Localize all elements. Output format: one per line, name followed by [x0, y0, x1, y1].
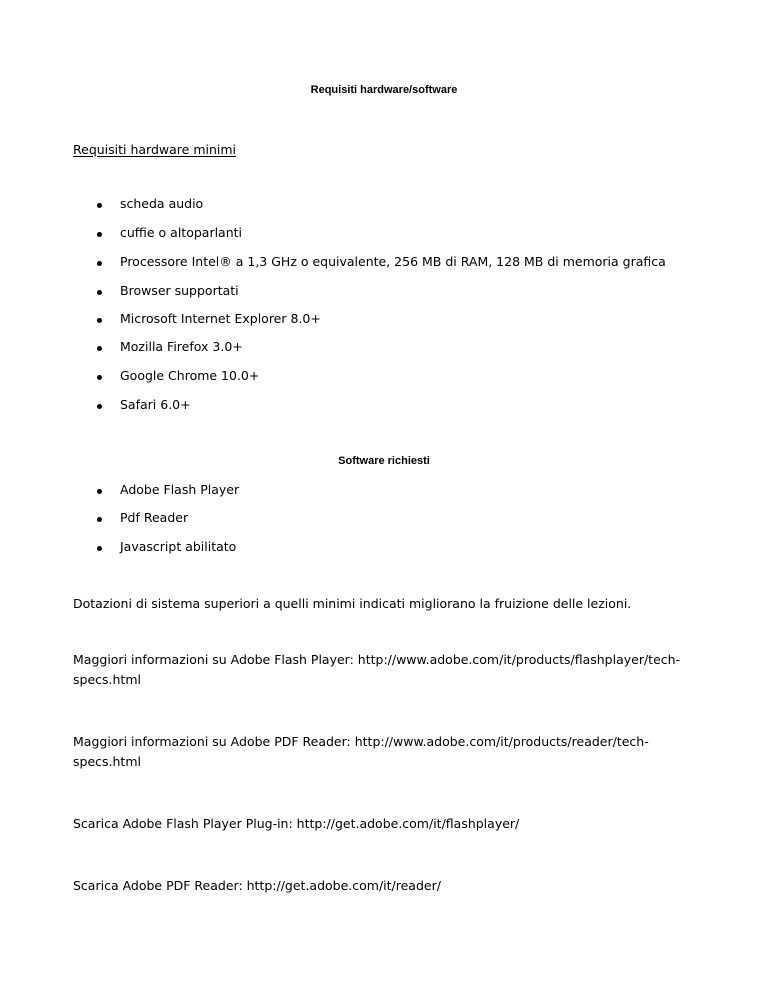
- pdf-info-paragraph: Maggiori informazioni su Adobe PDF Reader: http://www.adobe.com/it/products/reader/tech-specs.html: [73, 734, 649, 769]
- bullet-icon: [97, 517, 102, 522]
- hardware-section-title: Requisiti hardware minimi: [73, 142, 237, 157]
- bullet-icon: [97, 404, 102, 409]
- hardware-item-text: Processore Intel® a 1,3 GHz o equivalente, 256 MB di RAM, 128 MB di memoria grafica: [120, 254, 666, 269]
- list-item: [0, 198, 768, 214]
- hardware-item-text: Google Chrome 10.0+: [120, 368, 260, 383]
- software-item-text: Javascript abilitato: [120, 539, 237, 554]
- hardware-item-text: Browser supportati: [120, 283, 239, 298]
- flash-info-paragraph: Maggiori informazioni su Adobe Flash Player: http://www.adobe.com/it/products/flashplayer/tech-specs.html: [73, 652, 681, 687]
- flash-download-paragraph: Scarica Adobe Flash Player Plug-in: http://get.adobe.com/it/flashplayer/: [73, 816, 520, 831]
- list-item: [0, 256, 768, 272]
- document-title: Requisiti hardware/software: [310, 84, 458, 96]
- hardware-item-text: Microsoft Internet Explorer 8.0+: [120, 311, 321, 326]
- list-item: [0, 341, 768, 357]
- hardware-item-text: scheda audio: [120, 196, 204, 211]
- list-item: [0, 541, 768, 557]
- bullet-icon: [97, 290, 102, 295]
- system-note-paragraph: Dotazioni di sistema superiori a quelli minimi indicati migliorano la fruizione delle lezioni.: [73, 596, 632, 611]
- hardware-item-text: Safari 6.0+: [120, 397, 191, 412]
- bullet-icon: [97, 261, 102, 266]
- list-item: [0, 512, 768, 528]
- list-item: [0, 399, 768, 415]
- bullet-icon: [97, 489, 102, 494]
- software-section-title: Software richiesti: [338, 455, 430, 467]
- bullet-icon: [97, 346, 102, 351]
- list-item: [0, 370, 768, 386]
- bullet-icon: [97, 232, 102, 237]
- bullet-icon: [97, 318, 102, 323]
- list-item: [0, 227, 768, 243]
- bullet-icon: [97, 546, 102, 551]
- pdf-download-paragraph: Scarica Adobe PDF Reader: http://get.adobe.com/it/reader/: [73, 878, 441, 893]
- list-item: [0, 285, 768, 301]
- bullet-icon: [97, 375, 102, 380]
- software-item-text: Adobe Flash Player: [120, 482, 240, 497]
- hardware-item-text: cuffie o altoparlanti: [120, 225, 243, 240]
- list-item: [0, 313, 768, 329]
- bullet-icon: [97, 203, 102, 208]
- list-item: [0, 484, 768, 500]
- hardware-item-text: Mozilla Firefox 3.0+: [120, 339, 243, 354]
- software-item-text: Pdf Reader: [120, 510, 189, 525]
